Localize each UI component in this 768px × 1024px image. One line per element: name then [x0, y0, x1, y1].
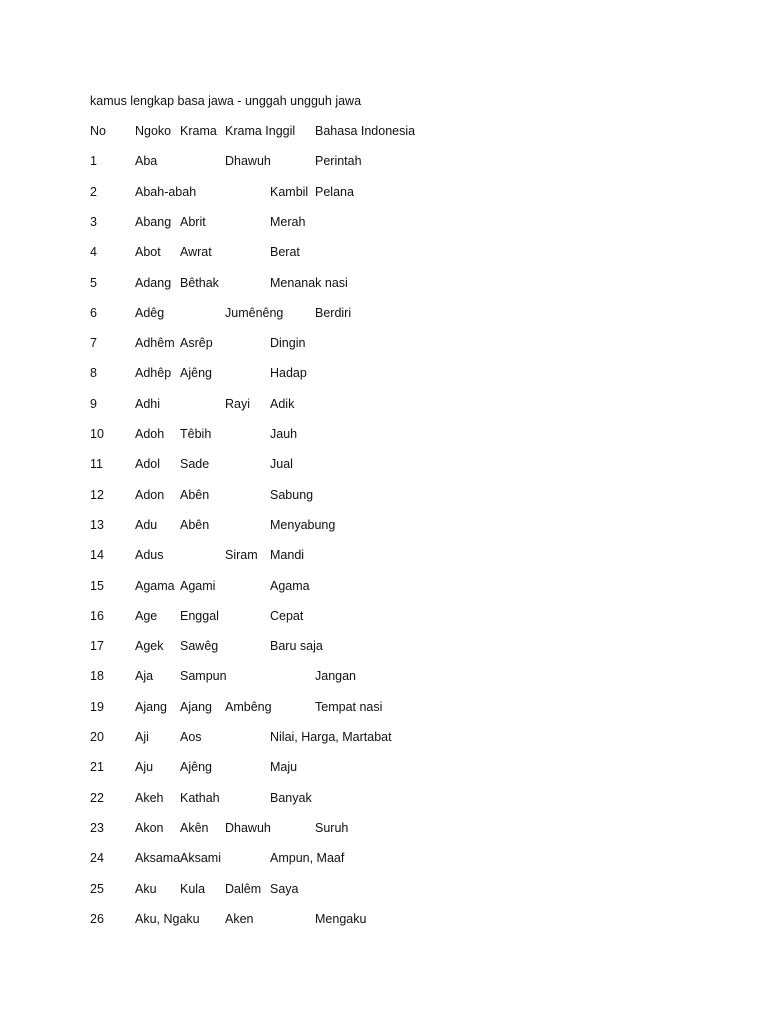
column-header: Krama: [180, 124, 217, 138]
row-number: 26: [90, 911, 104, 926]
table-cell: Suruh: [315, 820, 349, 835]
table-cell: Akeh: [135, 790, 164, 805]
row-number: 24: [90, 851, 104, 866]
table-row: [0, 609, 768, 625]
row-number: 3: [90, 214, 97, 229]
table-cell: Pelana: [315, 184, 354, 199]
table-cell: Akên: [180, 820, 209, 835]
table-cell: Sampun: [180, 669, 227, 684]
table-cell: Jumênêng: [225, 305, 284, 320]
table-cell: Aken: [225, 911, 254, 926]
row-number: 8: [90, 366, 97, 381]
table-cell: Jual: [270, 457, 293, 472]
table-cell: Asrêp: [180, 336, 213, 351]
row-number: 17: [90, 639, 104, 654]
table-cell: Rayi: [225, 396, 251, 411]
table-cell: Awrat: [180, 245, 212, 260]
table-row: [0, 397, 768, 413]
table-cell: Bêthak: [180, 275, 219, 290]
table-row: [0, 579, 768, 595]
row-number: 20: [90, 730, 104, 744]
row-number: 5: [90, 275, 97, 290]
table-cell: Nilai, Harga, Martabat: [270, 730, 392, 744]
table-cell: Ajêng: [180, 760, 212, 775]
column-header: Krama Inggil: [225, 124, 296, 138]
table-cell: Kula: [180, 881, 206, 896]
table-row: [0, 366, 768, 382]
table-row: [0, 791, 768, 807]
table-cell: Tempat nasi: [315, 699, 383, 714]
row-number: 9: [90, 396, 97, 411]
table-row: [0, 882, 768, 898]
table-cell: Dingin: [270, 336, 306, 351]
table-cell: Berat: [270, 245, 300, 260]
table-cell: Aba: [135, 154, 158, 169]
column-header: No: [90, 124, 106, 138]
row-number: 1: [90, 154, 97, 169]
table-cell: Agama: [270, 578, 310, 593]
table-cell: Jauh: [270, 427, 298, 441]
table-cell: Hadap: [270, 366, 307, 381]
table-cell: Adang: [135, 275, 172, 290]
table-cell: Aju: [135, 760, 154, 775]
table-row: [0, 185, 768, 201]
column-header: Bahasa Indonesia: [315, 124, 416, 138]
table-cell: Aku, Ngaku: [135, 911, 200, 926]
table-cell: Ampun, Maaf: [270, 851, 345, 866]
table-cell: Adik: [270, 396, 295, 411]
table-row: [0, 518, 768, 534]
row-number: 21: [90, 760, 104, 775]
table-cell: Abrit: [180, 214, 206, 229]
table-cell: Mandi: [270, 548, 305, 563]
table-cell: Adoh: [135, 427, 165, 441]
row-number: 25: [90, 881, 104, 896]
table-row: [0, 912, 768, 928]
table-cell: Berdiri: [315, 305, 352, 320]
table-cell: Saya: [270, 881, 299, 896]
row-number: 23: [90, 820, 104, 835]
table-cell: Dhawuh: [225, 820, 271, 835]
row-number: 4: [90, 245, 97, 260]
table-row: [0, 730, 768, 746]
table-cell: Age: [135, 608, 158, 623]
row-number: 15: [90, 578, 104, 593]
table-row: [0, 488, 768, 504]
table-cell: Sade: [180, 457, 210, 472]
row-number: 6: [90, 305, 97, 320]
table-cell: Perintah: [315, 154, 362, 169]
row-number: 13: [90, 517, 104, 532]
table-cell: Aos: [180, 730, 202, 744]
table-cell: Têbih: [180, 427, 212, 441]
table-cell: Maju: [270, 760, 298, 775]
table-header-row: [0, 124, 768, 140]
row-number: 10: [90, 427, 104, 441]
table-cell: Adhêp: [135, 366, 172, 381]
table-row: [0, 154, 768, 170]
table-cell: Adon: [135, 487, 165, 502]
table-row: [0, 760, 768, 776]
table-cell: Aja: [135, 669, 154, 684]
table-cell: Aksama: [135, 851, 181, 866]
table-cell: Adhêm: [135, 336, 175, 351]
table-row: [0, 548, 768, 564]
table-cell: Ambêng: [225, 699, 272, 714]
table-cell: Ajang: [135, 699, 167, 714]
row-number: 22: [90, 790, 104, 805]
table-row: [0, 821, 768, 837]
table-row: [0, 215, 768, 231]
table-cell: Adol: [135, 457, 161, 472]
table-cell: Sabung: [270, 487, 314, 502]
table-row: [0, 245, 768, 261]
table-cell: Abang: [135, 214, 172, 229]
table-row: [0, 639, 768, 655]
table-cell: Abên: [180, 517, 210, 532]
table-cell: Kambil: [270, 184, 309, 199]
table-row: [0, 669, 768, 685]
row-number: 11: [90, 457, 103, 472]
table-cell: Ajêng: [180, 366, 212, 381]
table-cell: Adhi: [135, 396, 161, 411]
table-cell: Merah: [270, 214, 306, 229]
table-cell: Enggal: [180, 608, 219, 623]
table-row: [0, 336, 768, 352]
table-cell: Agama: [135, 578, 175, 593]
table-cell: Akon: [135, 820, 164, 835]
table-cell: Abah-abah: [135, 184, 197, 199]
document-title: kamus lengkap basa jawa - unggah ungguh jawa: [90, 94, 362, 108]
table-cell: Aku: [135, 881, 157, 896]
table-cell: Agami: [180, 578, 216, 593]
table-row: [0, 306, 768, 322]
table-cell: Dalêm: [225, 881, 262, 896]
table-cell: Banyak: [270, 790, 312, 805]
column-header: Ngoko: [135, 124, 172, 138]
row-number: 16: [90, 608, 104, 623]
row-number: 19: [90, 699, 104, 714]
table-cell: Agek: [135, 639, 164, 654]
table-cell: Cepat: [270, 608, 304, 623]
table-cell: Mengaku: [315, 911, 367, 926]
table-cell: Siram: [225, 548, 258, 563]
table-cell: Baru saja: [270, 639, 323, 654]
row-number: 12: [90, 487, 104, 502]
table-cell: Aksami: [180, 851, 221, 866]
row-number: 7: [90, 336, 97, 351]
table-row: [0, 457, 768, 473]
table-row: [0, 427, 768, 443]
table-row: [0, 700, 768, 716]
table-cell: Aji: [135, 730, 149, 744]
row-number: 2: [90, 184, 97, 199]
table-cell: Kathah: [180, 790, 220, 805]
table-cell: Jangan: [315, 669, 357, 684]
table-cell: Menyabung: [270, 517, 336, 532]
table-row: [0, 851, 768, 867]
table-cell: Abot: [135, 245, 161, 260]
table-cell: Sawêg: [180, 639, 219, 654]
table-row: [0, 276, 768, 292]
table-cell: Adu: [135, 517, 158, 532]
table-cell: Menanak nasi: [270, 275, 348, 290]
table-cell: Adêg: [135, 305, 165, 320]
table-cell: Ajang: [180, 699, 212, 714]
row-number: 14: [90, 548, 104, 563]
table-cell: Dhawuh: [225, 154, 271, 169]
row-number: 18: [90, 669, 104, 684]
table-cell: Adus: [135, 548, 164, 563]
table-cell: Abên: [180, 487, 210, 502]
